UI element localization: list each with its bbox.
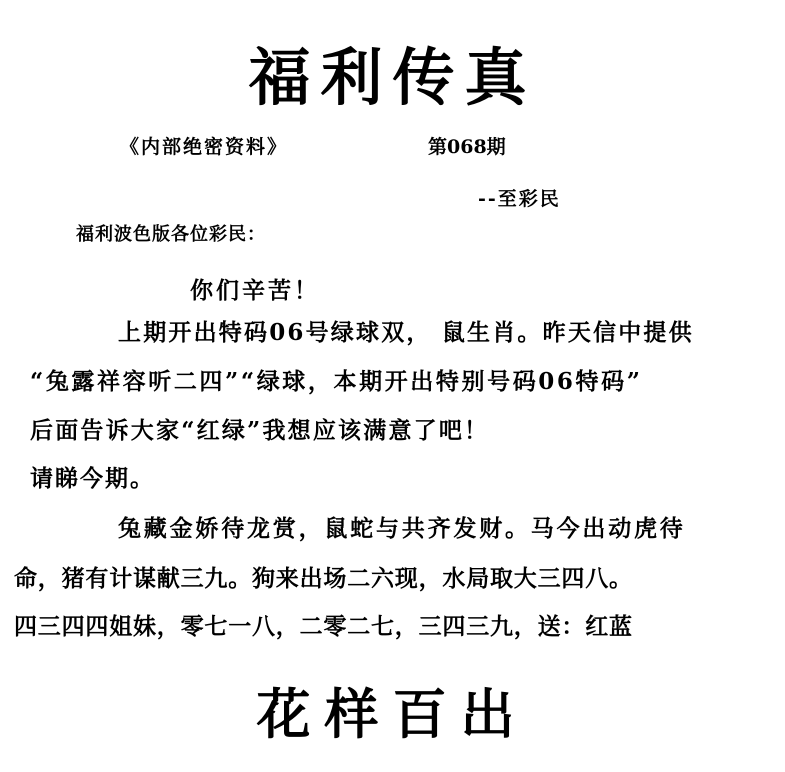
- body-line-5: 兔藏金娇待龙赏，鼠蛇与共齐发财。马今出动虎待: [118, 515, 686, 542]
- footer-slogan: 花样百出: [256, 682, 529, 746]
- body-line-1: 上期开出特码06号绿球双， 鼠生肖。昨天信中提供: [118, 319, 694, 346]
- sender-line: --至彩民: [478, 188, 561, 210]
- body-line-2: “兔露祥容听二四”“绿球，本期开出特别号码06特码”: [30, 368, 643, 395]
- body-line-3: 后面告诉大家“红绿”我想应该满意了吧！: [30, 417, 490, 444]
- document-subtitle: 《内部绝密资料》: [120, 136, 289, 158]
- salutation: 你们辛苦！: [190, 277, 320, 304]
- issue-number: 第068期: [428, 136, 506, 158]
- body-line-4: 请睇今期。: [30, 465, 155, 492]
- greeting: 福利波色版各位彩民：: [76, 224, 266, 245]
- page-title: 福利传真: [248, 41, 537, 114]
- body-line-6: 命，猪有计谋献三九。狗来出场二六现，水局取大三四八。: [14, 565, 633, 592]
- body-line-7: 四三四四姐妹，零七一八，二零二七，三四三九，送：红蓝: [14, 613, 633, 640]
